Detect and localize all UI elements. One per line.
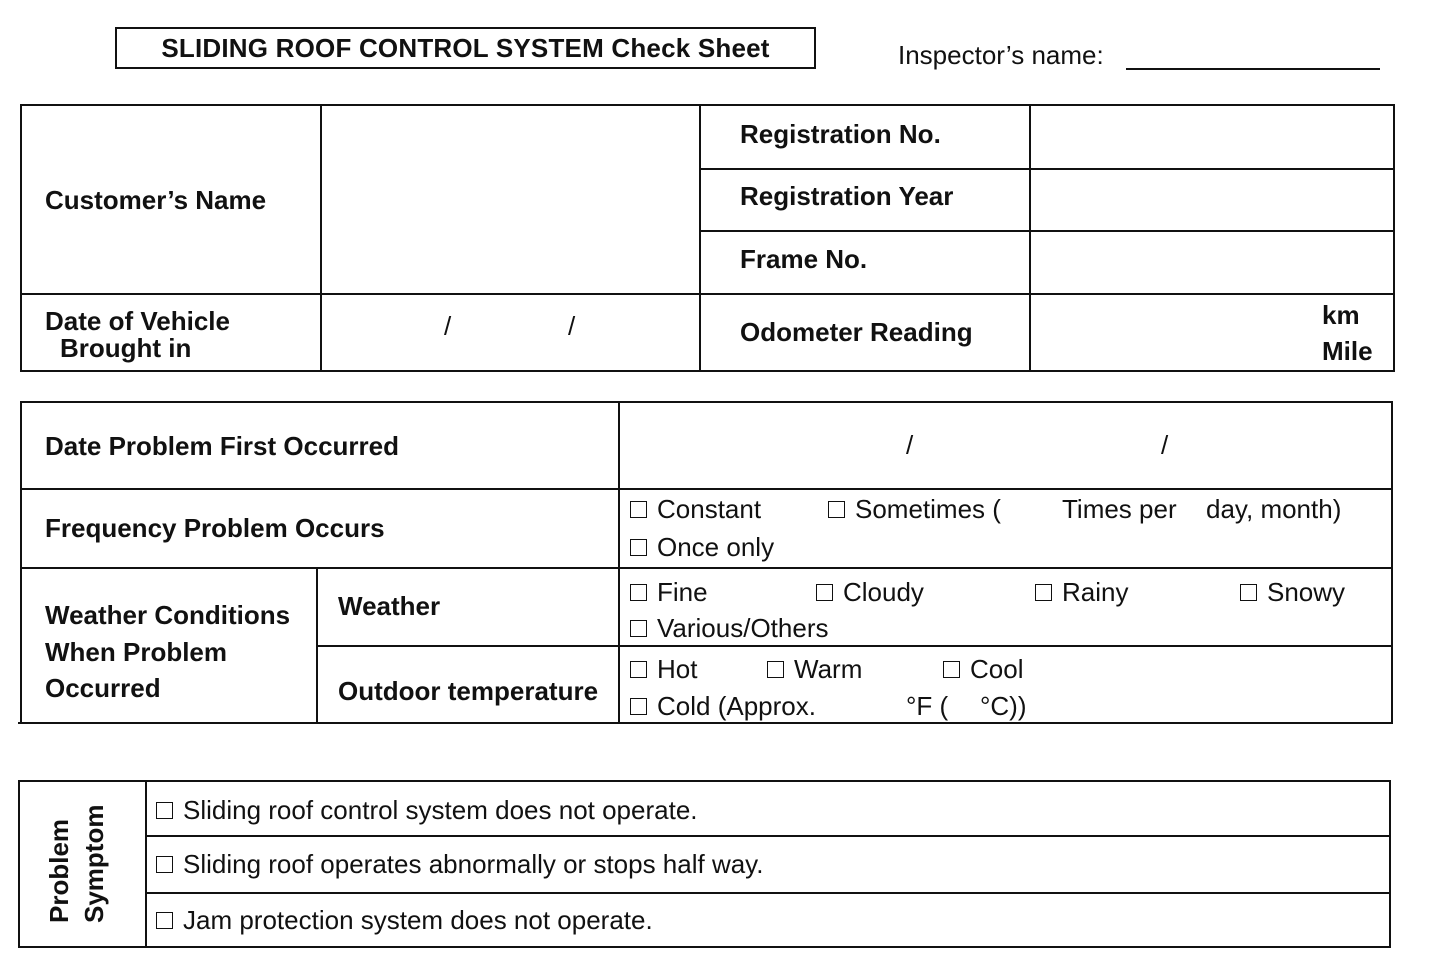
unit-mile: Mile [1322,336,1373,366]
checkbox[interactable] [767,661,784,678]
checkbox[interactable] [1240,584,1257,601]
weather-cloudy-option[interactable]: Cloudy [816,577,924,607]
weather-various-option[interactable]: Various/Others [630,613,828,643]
symptom-option[interactable]: Sliding roof operates abnormally or stops half way. [156,849,763,879]
unit-km: km [1322,300,1360,330]
problem-symptom-label-line1: Problem [44,818,74,923]
registration-year-label: Registration Year [740,181,954,211]
deg-f-label: °F ( [906,691,949,721]
checkbox[interactable] [630,539,647,556]
registration-year-field[interactable] [1032,171,1392,229]
customer-name-label: Customer’s Name [45,185,267,215]
frame-no-label: Frame No. [740,244,868,274]
registration-no-field[interactable] [1032,107,1392,167]
problem-symptom-label-line2: Symptom [79,804,109,923]
checkbox[interactable] [816,584,833,601]
checkbox[interactable] [156,802,173,819]
inspector-name-field[interactable] [1126,68,1380,70]
freq-once-option[interactable]: Once only [630,532,774,562]
times-per-label: Times per [1062,494,1177,524]
symptom-option[interactable]: Jam protection system does not operate. [156,905,653,935]
day-month-label: day, month) [1206,494,1342,524]
checkbox[interactable] [943,661,960,678]
date-separator: / [444,311,452,341]
checkbox[interactable] [630,620,647,637]
date-separator: / [568,311,576,341]
freq-constant-option[interactable]: Constant [630,494,761,524]
checkbox[interactable] [630,698,647,715]
weather-fine-option[interactable]: Fine [630,577,708,607]
date-first-label: Date Problem First Occurred [45,431,399,461]
weather-label: Weather [338,591,441,621]
deg-c-label: °C)) [980,691,1027,721]
checkbox[interactable] [630,661,647,678]
registration-no-label: Registration No. [740,119,941,149]
weather-conditions-label-line2: When Problem [45,637,228,667]
checkbox[interactable] [156,912,173,929]
checkbox[interactable] [1035,584,1052,601]
date-separator: / [906,430,914,460]
symptom-option[interactable]: Sliding roof control system does not operate. [156,795,698,825]
temp-cold-option[interactable]: Cold (Approx. [630,691,816,721]
outdoor-temp-label: Outdoor temperature [338,676,599,706]
odometer-label: Odometer Reading [740,317,973,347]
date-separator: / [1161,430,1169,460]
checkbox[interactable] [630,584,647,601]
weather-conditions-label-line3: Occurred [45,673,161,703]
sheet-title: SLIDING ROOF CONTROL SYSTEM Check Sheet [115,27,816,69]
checkbox[interactable] [630,501,647,518]
weather-rainy-option[interactable]: Rainy [1035,577,1128,607]
checkbox[interactable] [828,501,845,518]
frequency-label: Frequency Problem Occurs [45,513,385,543]
weather-conditions-label-line1: Weather Conditions [45,600,291,630]
temp-hot-option[interactable]: Hot [630,654,697,684]
temp-cool-option[interactable]: Cool [943,654,1023,684]
freq-sometimes-option[interactable]: Sometimes ( [828,494,1001,524]
temp-warm-option[interactable]: Warm [767,654,862,684]
frame-no-field[interactable] [1032,233,1392,292]
weather-snowy-option[interactable]: Snowy [1240,577,1345,607]
inspector-label: Inspector’s name: [898,40,1104,70]
checkbox[interactable] [156,856,173,873]
customer-name-field[interactable] [323,107,697,292]
date-brought-label-line2: Brought in [60,333,192,363]
date-brought-label-line1: Date of Vehicle [45,306,230,336]
